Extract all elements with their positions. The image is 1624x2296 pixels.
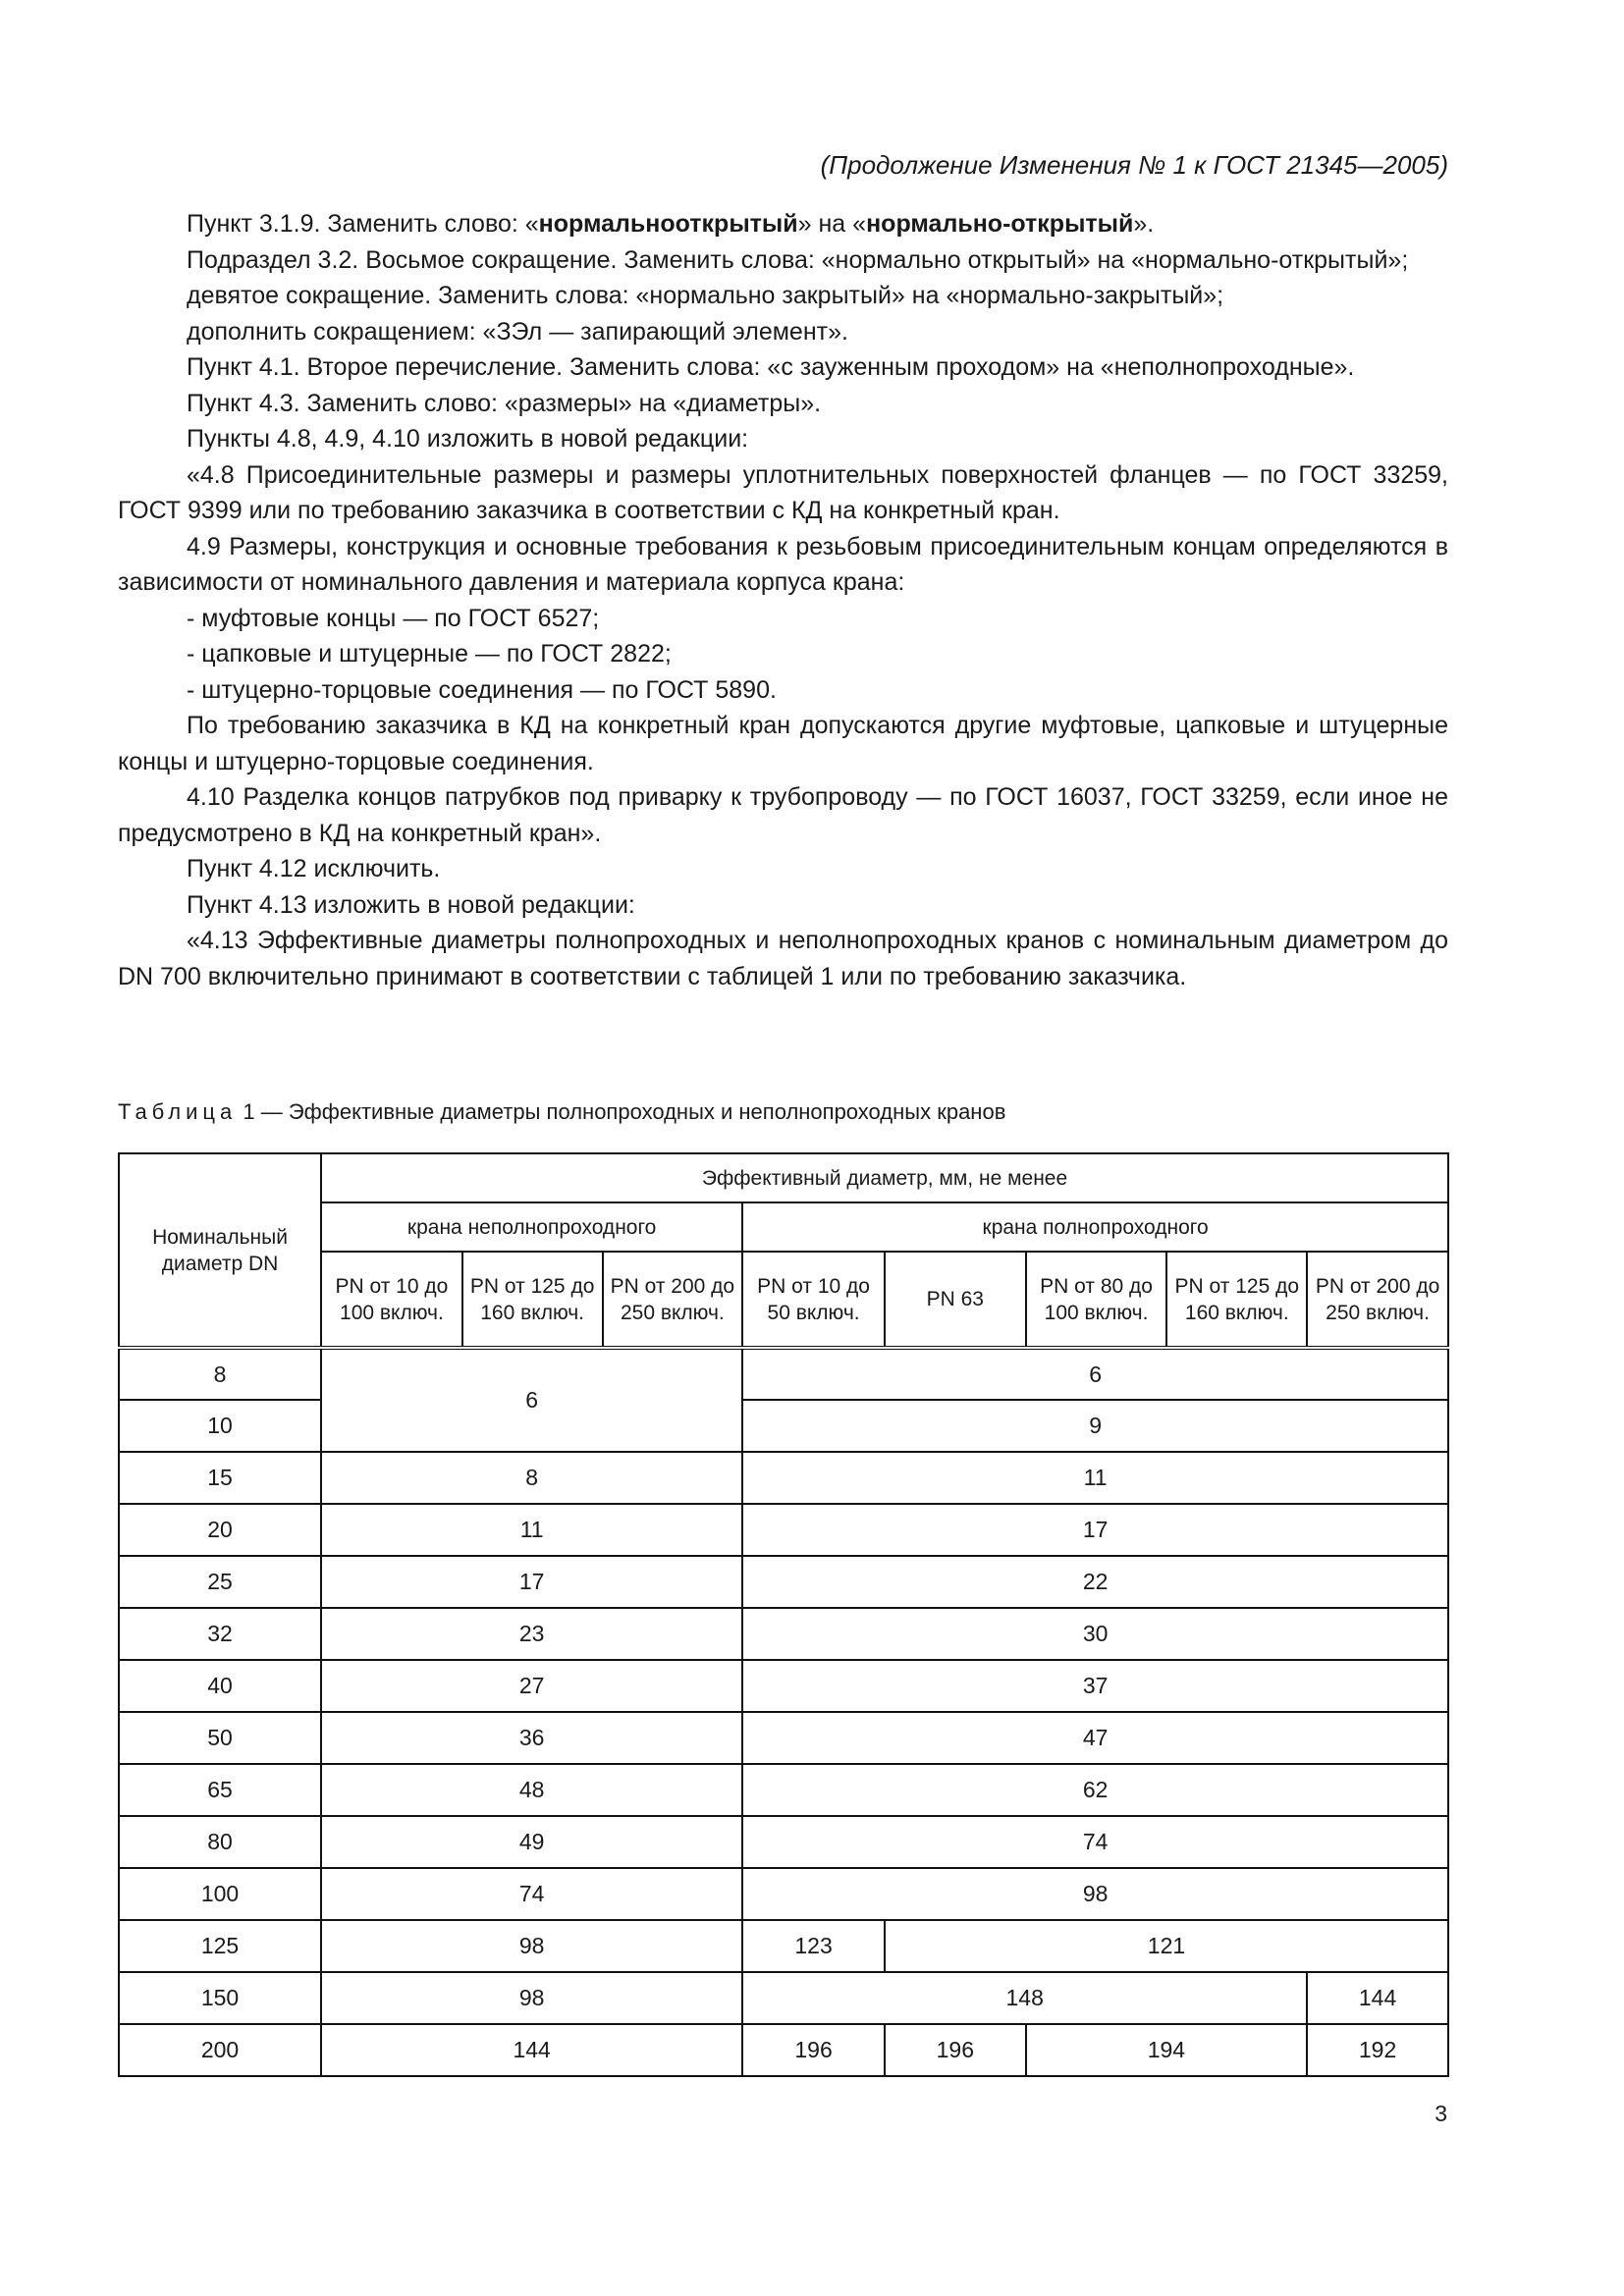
value-cell: 36 [321,1712,742,1764]
paragraph: Пункт 4.3. Заменить слово: «размеры» на «диаметры». [187,389,822,417]
dn-cell: 20 [119,1504,321,1556]
dn-cell: 10 [119,1400,321,1452]
header-pn: PN от 200 до 250 включ. [1307,1252,1448,1348]
value-cell: 144 [321,2024,742,2076]
dn-cell: 150 [119,1972,321,2024]
value-cell: 27 [321,1660,742,1712]
value-cell: 194 [1026,2024,1307,2076]
dn-cell: 8 [119,1348,321,1400]
table-row [119,1816,1448,1868]
list-item: - штуцерно-торцовые соединения — по ГОСТ 5890. [187,675,777,704]
dn-cell: 25 [119,1556,321,1608]
table-caption [118,1097,1005,1127]
value-cell: 196 [885,2024,1026,2076]
paragraph: дополнить сокращением: «ЗЭл — запирающий элемент». [187,317,848,346]
value-cell: 23 [321,1608,742,1660]
value-cell: 11 [742,1452,1448,1504]
header-dn: Номинальный диаметр DN [119,1153,321,1348]
table-row [119,1972,1448,2024]
table-row [119,1452,1448,1504]
page-header: (Продолжение Изменения № 1 к ГОСТ 21345—2005) [820,150,1448,180]
value-cell: 37 [742,1660,1448,1712]
value-cell: 144 [1307,1972,1448,2024]
value-cell: 48 [321,1764,742,1816]
header-pn: PN от 200 до 250 включ. [603,1252,743,1348]
dn-cell: 50 [119,1712,321,1764]
value-cell: 192 [1307,2024,1448,2076]
header-effective-diameter: Эффективный диаметр, мм, не менее [321,1153,1448,1202]
dn-cell: 15 [119,1452,321,1504]
dn-cell: 100 [119,1868,321,1920]
paragraph: По требованию заказчика в КД на конкретный кран допускаются другие муфтовые, цапковые и штуцерные концы и штуцерно-торцовые соединения. [118,712,1448,775]
value-cell: 148 [742,1972,1307,2024]
header-pn: PN 63 [885,1252,1026,1348]
table-row [119,2024,1448,2076]
header-pn: PN от 10 до 100 включ. [321,1252,462,1348]
header-pn: PN от 125 до 160 включ. [462,1252,603,1348]
table-row [119,1400,1448,1452]
value-cell: 196 [742,2024,885,2076]
paragraph: Подраздел 3.2. Восьмое сокращение. Заменить слова: «нормально открытый» на «нормально-открытый»; [187,245,1409,274]
effective-diameter-table [118,1152,1449,2077]
value-cell: 98 [321,1920,742,1972]
paragraph: «4.8 Присоединительные размеры и размеры уплотнительных поверхностей фланцев — по ГОСТ 33259, ГОСТ 9399 или по требованию заказчика в соответствии с КД на конкретный кран. [118,460,1448,524]
page-number: 3 [1435,2101,1447,2126]
value-cell: 30 [742,1608,1448,1660]
value-cell: 17 [321,1556,742,1608]
document-body [118,206,1448,994]
paragraph: Пункт 3.1.9. Заменить слово: «нормальнооткрытый» на «нормально-открытый». [187,210,1155,238]
dn-cell: 125 [119,1920,321,1972]
value-cell: 17 [742,1504,1448,1556]
dn-cell: 80 [119,1816,321,1868]
paragraph: Пункт 4.1. Второе перечисление. Заменить слова: «с зауженным проходом» на «неполнопроходные». [187,353,1355,381]
value-cell: 62 [742,1764,1448,1816]
value-cell: 11 [321,1504,742,1556]
value-cell: 6 [742,1348,1448,1400]
paragraph: 4.10 Разделка концов патрубков под приварку к трубопроводу — по ГОСТ 16037, ГОСТ 33259, если иное не предусмотрено в КД на конкретный кран». [118,783,1448,847]
table-row [119,1556,1448,1608]
list-item: - муфтовые концы — по ГОСТ 6527; [187,604,600,632]
paragraph: Пункты 4.8, 4.9, 4.10 изложить в новой редакции: [187,425,749,453]
paragraph: девятое сокращение. Заменить слова: «нормально закрытый» на «нормально-закрытый»; [187,282,1224,309]
paragraph: 4.9 Размеры, конструкция и основные требования к резьбовым присоединительным концам определяются в зависимости от номинального давления и материала корпуса крана: [118,532,1448,596]
table-row [119,1608,1448,1660]
header-reduced-bore: крана неполнопроходного [321,1202,742,1252]
value-cell: 98 [742,1868,1448,1920]
value-cell: 9 [742,1400,1448,1452]
header-pn: PN от 80 до 100 включ. [1026,1252,1167,1348]
paragraph: Пункт 4.12 исключить. [187,855,441,882]
paragraph: «4.13 Эффективные диаметры полнопроходных и неполнопроходных кранов с номинальным диаметром до DN 700 включительно принимают в соответствии с таблицей 1 или по требованию заказчика. [118,927,1448,990]
table-row [119,1660,1448,1712]
value-cell: 6 [321,1348,742,1452]
table-row [119,1868,1448,1920]
value-cell: 98 [321,1972,742,2024]
value-cell: 47 [742,1712,1448,1764]
dn-cell: 65 [119,1764,321,1816]
paragraph: Пункт 4.13 изложить в новой редакции: [187,890,635,919]
table-row [119,1348,1448,1400]
header-full-bore: крана полнопроходного [742,1202,1448,1252]
value-cell: 74 [742,1816,1448,1868]
dn-cell: 40 [119,1660,321,1712]
table-row [119,1920,1448,1972]
header-pn: PN от 10 до 50 включ. [742,1252,885,1348]
value-cell: 121 [885,1920,1448,1972]
table-row [119,1764,1448,1816]
value-cell: 49 [321,1816,742,1868]
header-pn: PN от 125 до 160 включ. [1166,1252,1307,1348]
value-cell: 22 [742,1556,1448,1608]
table-caption-label: Таблица [118,1099,238,1124]
table-row [119,1712,1448,1764]
table-row [119,1504,1448,1556]
dn-cell: 32 [119,1608,321,1660]
list-item: - цапковые и штуцерные — по ГОСТ 2822; [187,640,672,667]
value-cell: 74 [321,1868,742,1920]
dn-cell: 200 [119,2024,321,2076]
value-cell: 123 [742,1920,885,1972]
table-caption-text: 1 — Эффективные диаметры полнопроходных и неполнопроходных кранов [237,1099,1006,1124]
value-cell: 8 [321,1452,742,1504]
